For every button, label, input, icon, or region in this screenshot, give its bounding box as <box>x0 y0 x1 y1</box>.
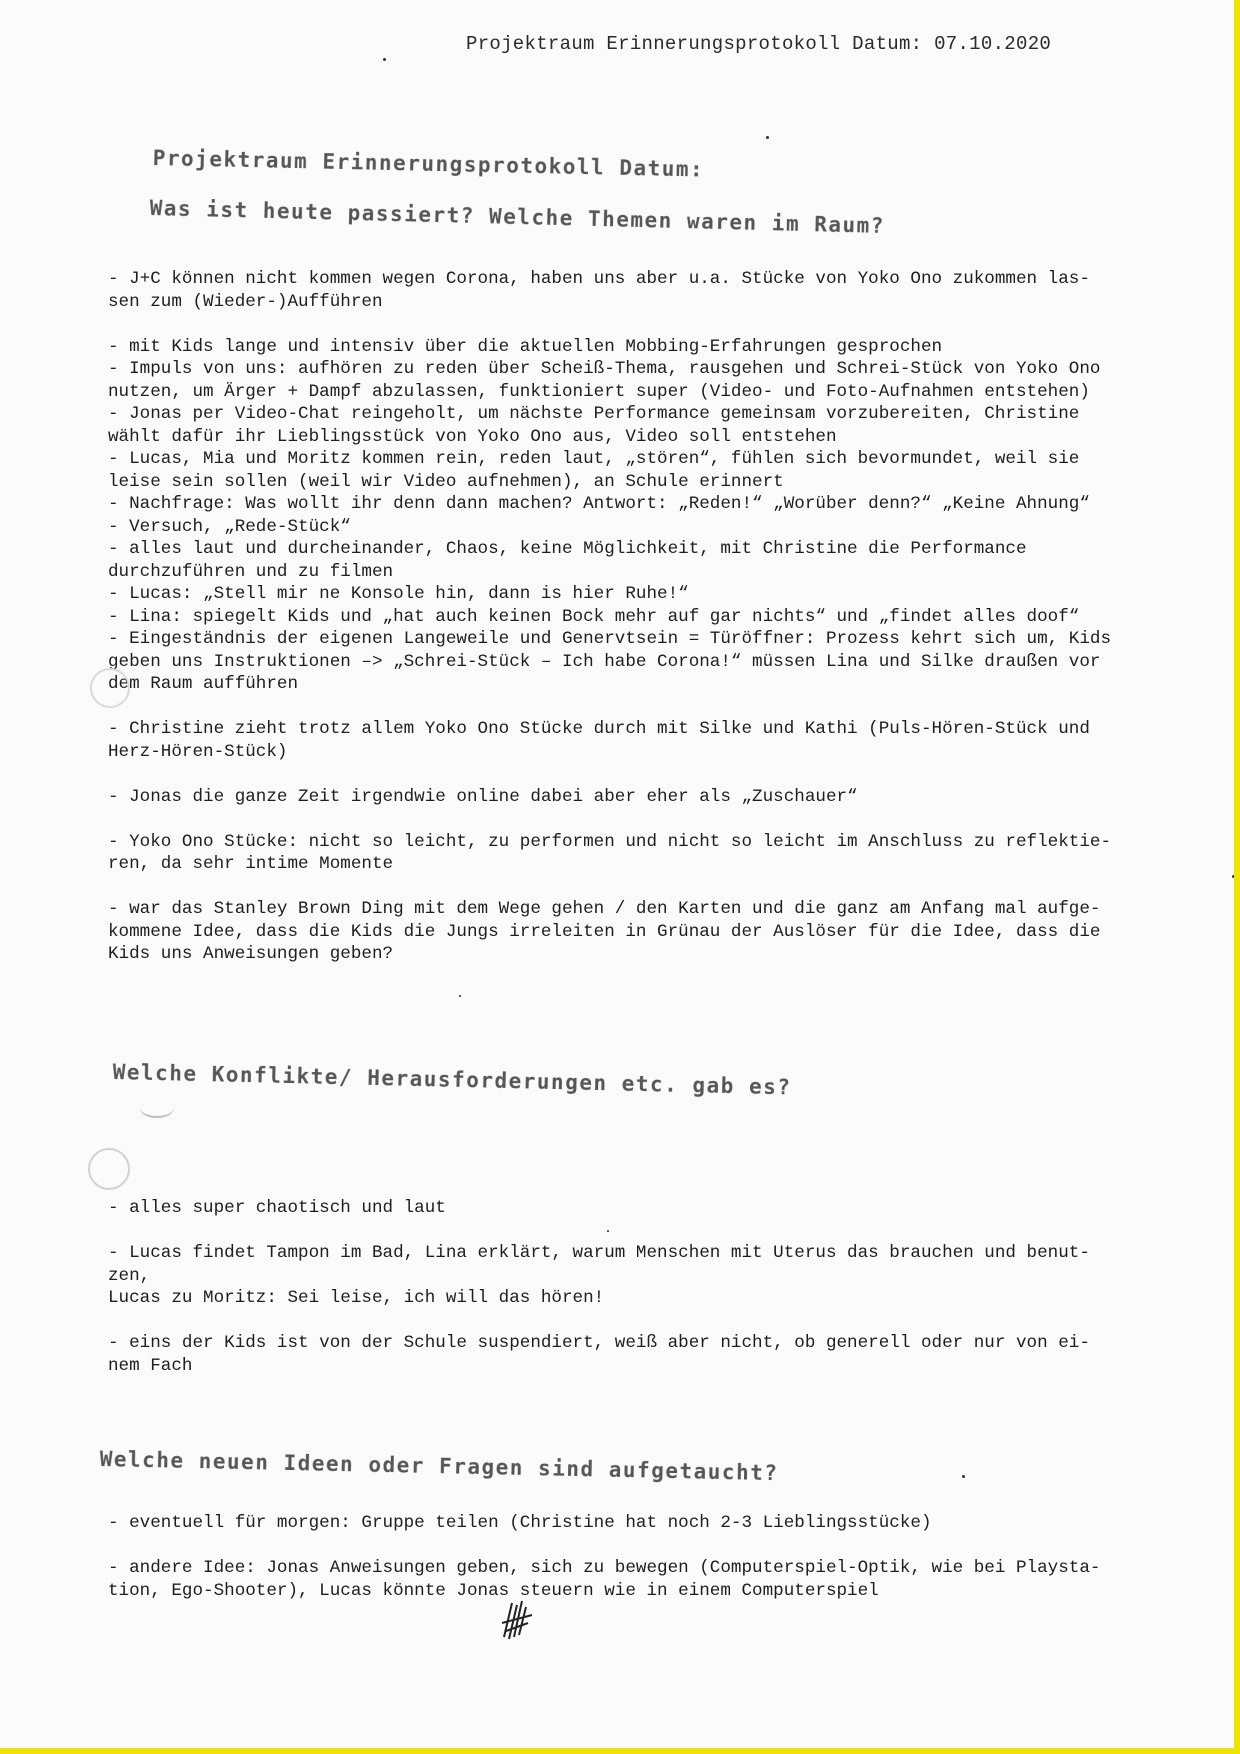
text-line: - Jonas die ganze Zeit irgendwie online dabei aber eher als „Zuschauer“ <box>108 786 858 807</box>
text-line: - eins der Kids ist von der Schule suspendiert, weiß aber nicht, ob generell oder nur von ei- <box>108 1333 1090 1353</box>
question-new-ideas: Welche neuen Ideen oder Fragen sind aufgetaucht? <box>99 1447 779 1486</box>
text-line: nutzen, um Ärger + Dampf abzulassen, funktioniert super (Video- und Foto-Aufnahmen entstehen) <box>108 381 1090 402</box>
text-line: tion, Ego-Shooter), Lucas könnte Jonas steuern wie in einem Computerspiel <box>108 1580 879 1601</box>
blank-line <box>108 1535 1168 1558</box>
scan-speck <box>962 1475 965 1478</box>
scan-arc-mark <box>140 1098 174 1118</box>
section-what-happened <box>108 268 1168 966</box>
text-line: Lucas zu Moritz: Sei leise, ich will das hören! <box>108 1288 605 1308</box>
text-line: durchzuführen und zu filmen <box>108 561 394 582</box>
page-edge-right <box>1234 0 1240 1754</box>
text-line: Herz-Hören-Stück) <box>108 741 288 762</box>
text-line: - Eingeständnis der eigenen Langeweile und Genervtsein = Türöffner: Prozess kehrt sich um, Kids <box>108 629 1112 649</box>
question-conflicts: Welche Konflikte/ Herausforderungen etc. gab es? <box>112 1060 792 1100</box>
text-line: - Lucas: „Stell mir ne Konsole hin, dann is hier Ruhe!“ <box>108 584 689 604</box>
text-line: - Versuch, „Rede-Stück“ <box>108 516 351 537</box>
form-title: Projektraum Erinnerungsprotokoll Datum: <box>152 146 705 182</box>
text-line: - Lina: spiegelt Kids und „hat auch keinen Bock mehr auf gar nichts“ und „findet alles doof“ <box>108 606 1080 627</box>
blank-line <box>108 313 1168 336</box>
text-line: - alles super chaotisch und laut <box>108 1198 446 1218</box>
text-line: - J+C können nicht kommen wegen Corona, haben uns aber u.a. Stücke von Yoko Ono zukommen las- <box>108 269 1090 289</box>
text-line: - andere Idee: Jonas Anweisungen geben, sich zu bewegen (Computerspiel-Optik, wie bei Playsta- <box>108 1558 1101 1578</box>
question-what-happened: Was ist heute passiert? Welche Themen waren im Raum? <box>149 196 886 238</box>
blank-line <box>108 1310 1168 1333</box>
blank-line <box>108 1220 1168 1243</box>
text-line: - eventuell für morgen: Gruppe teilen (Christine hat noch 2-3 Lieblingsstücke) <box>108 1513 932 1533</box>
text-line: geben uns Instruktionen –> „Schrei-Stück – Ich habe Corona!“ müssen Lina und Silke draußen vor <box>108 651 1101 672</box>
text-line: wählt dafür ihr Lieblingsstück von Yoko Ono aus, Video soll entstehen <box>108 426 837 447</box>
text-line: - war das Stanley Brown Ding mit dem Wege gehen / den Karten und die ganz am Anfang mal aufge- <box>108 899 1101 919</box>
text-line: sen zum (Wieder-)Aufführen <box>108 291 383 312</box>
text-line: nem Fach <box>108 1355 193 1376</box>
text-line: - Impuls von uns: aufhören zu reden über Scheiß-Thema, rausgehen und Schrei-Stück von Yoko Ono <box>108 359 1101 379</box>
text-line: leise sein sollen (weil wir Video aufnehmen), an Schule erinnert <box>108 471 784 492</box>
text-line: - Jonas per Video-Chat reingeholt, um nächste Performance gemeinsam vorzubereiten, Christine <box>108 404 1080 424</box>
text-line: ren, da sehr intime Momente <box>108 854 394 874</box>
text-line: kommene Idee, dass die Kids die Jungs irreleiten in Grünau der Auslöser für die Idee, dass die <box>108 921 1101 942</box>
page-edge-bottom <box>0 1748 1240 1754</box>
text-line: dem Raum aufführen <box>108 674 299 694</box>
text-line: - Lucas findet Tampon im Bad, Lina erklärt, warum Menschen mit Uterus das brauchen und benut- <box>108 1243 1090 1263</box>
blank-line <box>108 876 1168 899</box>
text-line: - Nachfrage: Was wollt ihr denn dann machen? Antwort: „Reden!“ „Worüber denn?“ „Keine Ahnung“ <box>108 494 1090 514</box>
text-line: Kids uns Anweisungen geben? <box>108 944 394 964</box>
punch-hole-mark <box>90 668 130 708</box>
text-line: - alles laut und durcheinander, Chaos, keine Möglichkeit, mit Christine die Performance <box>108 539 1027 559</box>
section-new-ideas <box>108 1512 1168 1602</box>
page-header: Projektraum Erinnerungsprotokoll Datum: 07.10.2020 <box>466 33 1052 55</box>
blank-line <box>108 696 1168 719</box>
blank-line <box>108 763 1168 786</box>
text-line: zen, <box>108 1265 151 1286</box>
scan-speck <box>766 136 769 139</box>
scan-speck <box>607 1230 609 1232</box>
text-line: - Christine zieht trotz allem Yoko Ono Stücke durch mit Silke und Kathi (Puls-Hören-Stück und <box>108 719 1090 739</box>
scan-speck <box>459 995 461 997</box>
text-line: - Lucas, Mia und Moritz kommen rein, reden laut, „stören“, fühlen sich bevormundet, weil sie <box>108 449 1080 469</box>
ink-scribble-mark <box>498 1593 538 1643</box>
scan-speck <box>383 58 386 61</box>
blank-line <box>108 808 1168 831</box>
text-line: - mit Kids lange und intensiv über die aktuellen Mobbing-Erfahrungen gesprochen <box>108 336 943 357</box>
punch-hole-mark <box>88 1148 130 1190</box>
text-line: - Yoko Ono Stücke: nicht so leicht, zu performen und nicht so leicht im Anschluss zu reflektie- <box>108 831 1112 852</box>
section-conflicts <box>108 1197 1168 1377</box>
